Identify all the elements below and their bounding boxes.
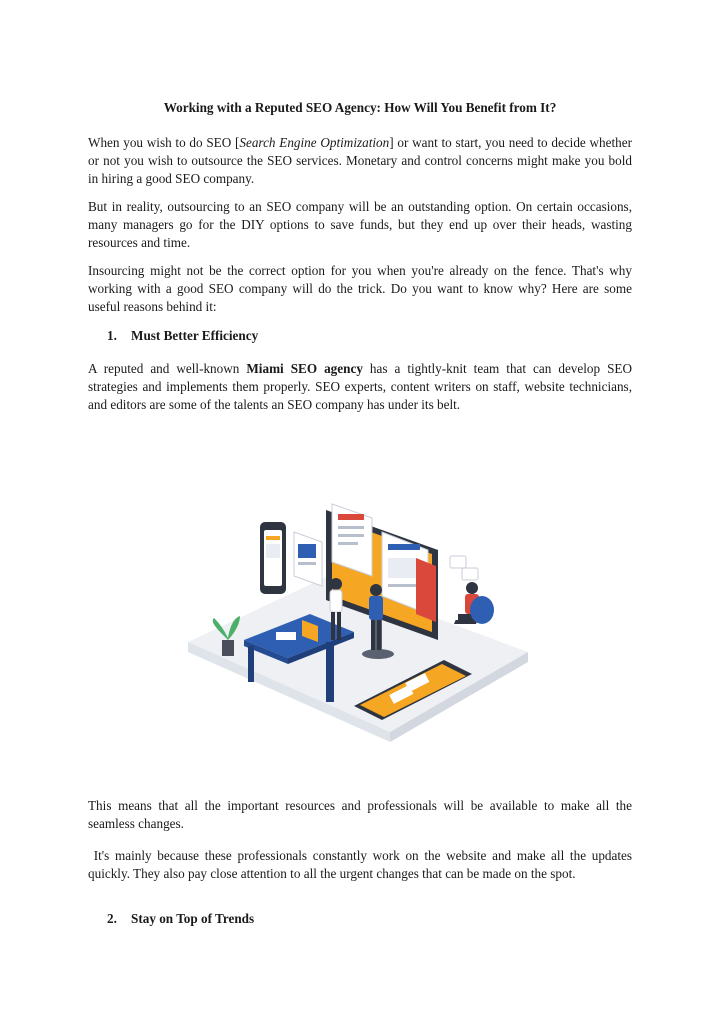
paragraph-efficiency-text-a: A reputed and well-known — [88, 361, 247, 376]
section-heading-2 — [107, 910, 254, 928]
section-heading-2-text: Stay on Top of Trends — [131, 911, 255, 926]
paragraph-insourcing: Insourcing might not be the correct option for you when you're already on the fence. That's why working with a good SEO company will do the trick. Do you want to know why? Here are some useful reasons behind it: — [88, 263, 632, 314]
paragraph-intro-text-a: When you wish to do SEO [ — [88, 135, 240, 150]
desk-leg — [326, 642, 334, 702]
person-1-head — [330, 578, 342, 590]
web-page-card-2-header — [388, 544, 420, 550]
paragraph-resources: This means that all the important resources and professionals will be available to make all the seamless changes. — [88, 798, 632, 831]
paragraph-intro-italic: Search Engine Optimization — [239, 135, 390, 150]
section-heading-1-number: 1. — [107, 328, 117, 343]
chair — [470, 596, 494, 624]
section-heading-2-number: 2. — [107, 911, 117, 926]
person-1-body — [330, 590, 342, 612]
person-2-body — [369, 596, 383, 620]
paragraph-efficiency-bold: Miami SEO agency — [246, 361, 363, 376]
chat-bubble-2 — [462, 568, 478, 580]
seo-team-illustration — [176, 492, 540, 754]
person-2-head — [370, 584, 382, 596]
web-page-card-1-header — [338, 514, 364, 520]
plant-pot — [222, 640, 234, 656]
section-heading-1 — [107, 327, 258, 345]
paragraph-efficiency-text-b: has a tightly-knit team that can develop SEO strategies and implements them properly. SEO experts, content writers on staff, website technicians, and editors are some of the talents an SEO company has under its belt. — [88, 361, 633, 412]
section-heading-1-text: Must Better Efficiency — [131, 328, 259, 343]
paragraph-intro-text-b: ] or want to start, you need to decide whether or not you wish to outsource the SEO services. Monetary and control concerns might make you bold in hiring a good SEO company. — [88, 135, 632, 186]
paragraph-intro — [88, 134, 632, 188]
paragraph-outsourcing: But in reality, outsourcing to an SEO company will be an outstanding option. On certain occasions, many managers go for the DIY options to save funds, but they end up over their heads, wasting resources and time. — [88, 199, 632, 250]
page-title: Working with a Reputed SEO Agency: How Will You Benefit from It? — [163, 100, 557, 115]
chat-bubble-1 — [450, 556, 466, 568]
paragraph-updates: It's mainly because these professionals constantly work on the website and make all the updates quickly. They also pay close attention to all the urgent changes that can be made on the spot. — [88, 848, 636, 881]
paragraph-efficiency — [88, 360, 632, 414]
monitor-base — [362, 649, 394, 659]
web-page-card-4 — [294, 532, 322, 586]
person-3-head — [466, 582, 478, 594]
web-page-card-3 — [416, 558, 436, 622]
